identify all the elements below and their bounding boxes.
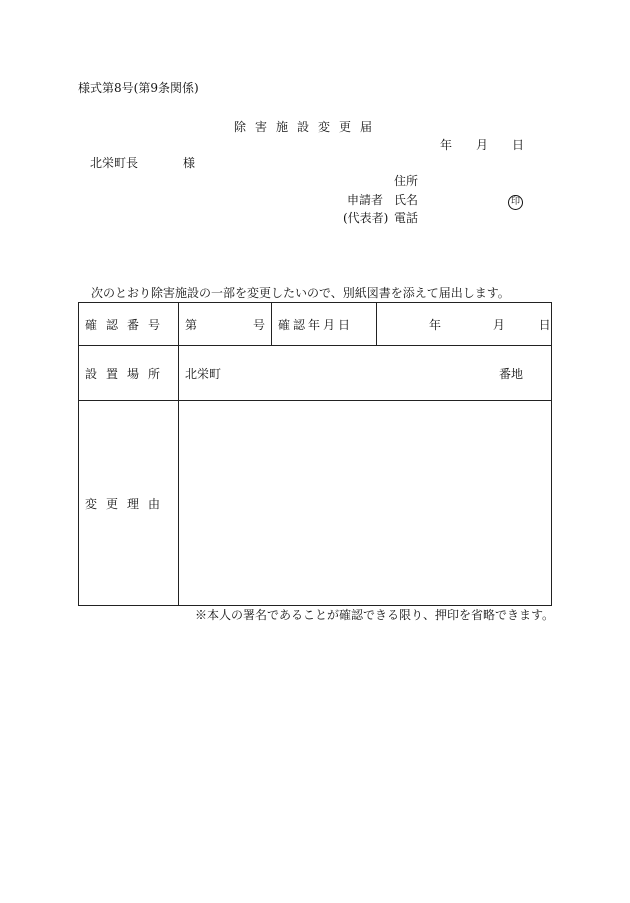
address-label: 住所: [394, 174, 419, 188]
document-title: 除害施設変更届: [234, 120, 382, 134]
applicant-label: 申請者: [347, 193, 384, 207]
confirm-date-year: 年: [428, 317, 441, 332]
location-suffix: 番地: [498, 366, 523, 381]
date-year: 年: [440, 138, 453, 152]
location-field[interactable]: [179, 346, 552, 401]
location-town: 北栄町: [185, 366, 222, 381]
confirm-date-field[interactable]: [377, 303, 552, 346]
phone-label: 電話: [394, 211, 419, 225]
name-label: 氏名: [394, 193, 419, 207]
date-day: 日: [512, 138, 525, 152]
footnote: ※本人の署名であることが確認できる限り、押印を省略できます。: [195, 608, 555, 622]
confirm-date-month: 月: [492, 317, 505, 332]
date-month: 月: [476, 138, 489, 152]
number-prefix: 第: [185, 317, 198, 332]
reason-label: 変更理由: [85, 496, 170, 511]
confirm-number-label: 確認番号: [85, 317, 170, 332]
form-number: 様式第8号(第9条関係): [78, 81, 199, 95]
seal-mark: [508, 193, 523, 210]
addressee-name: 北栄町長: [90, 156, 139, 170]
reason-field[interactable]: [179, 401, 552, 606]
addressee-honorific: 様: [183, 156, 196, 170]
location-label: 設置場所: [85, 366, 170, 381]
notification-table: [78, 302, 552, 606]
confirm-date-label: 確認年月日: [278, 317, 354, 332]
confirm-date-day: 日: [538, 317, 551, 332]
seal-icon: 印: [508, 195, 523, 210]
representative-label: (代表者): [343, 211, 389, 225]
intro-text: 次のとおり除害施設の一部を変更したいので、別紙図書を添えて届出します。: [91, 286, 510, 300]
number-suffix: 号: [252, 317, 265, 332]
